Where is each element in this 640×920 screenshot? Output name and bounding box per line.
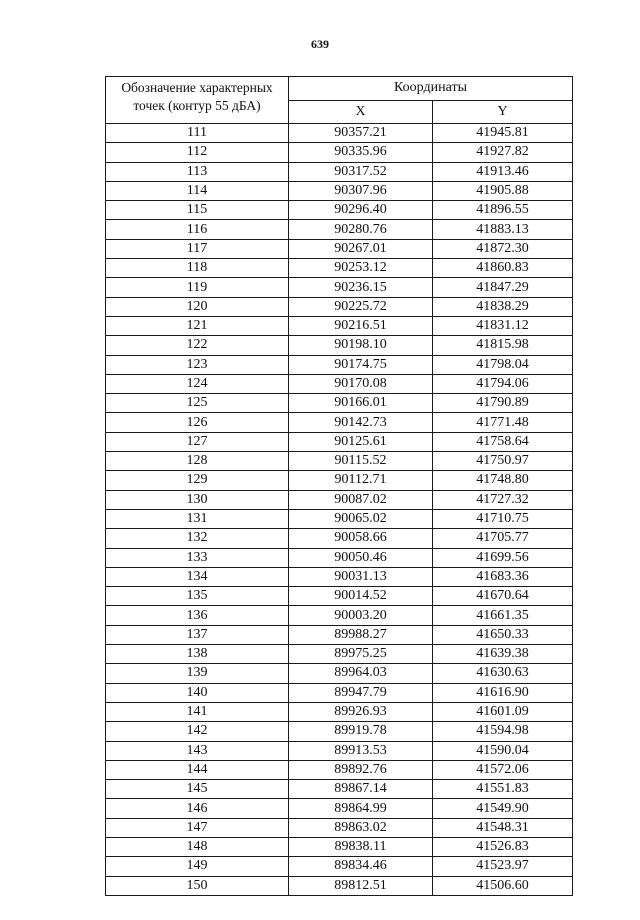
point-cell: 117 xyxy=(106,239,289,258)
y-coordinate-cell: 41815.98 xyxy=(433,336,573,355)
x-coordinate-cell: 90170.08 xyxy=(289,374,433,393)
x-coordinate-cell: 89988.27 xyxy=(289,625,433,644)
table-row xyxy=(106,606,573,625)
y-coordinate-cell: 41905.88 xyxy=(433,181,573,200)
page-number: 639 xyxy=(311,37,329,51)
table-row xyxy=(106,529,573,548)
x-coordinate-cell: 90166.01 xyxy=(289,394,433,413)
x-coordinate-cell: 90058.66 xyxy=(289,529,433,548)
table-row xyxy=(106,259,573,278)
x-coordinate-cell: 90317.52 xyxy=(289,162,433,181)
point-cell: 119 xyxy=(106,278,289,297)
point-cell: 150 xyxy=(106,876,289,895)
x-coordinate-cell: 89834.46 xyxy=(289,857,433,876)
table-row xyxy=(106,143,573,162)
point-cell: 120 xyxy=(106,297,289,316)
x-coordinate-cell: 90065.02 xyxy=(289,509,433,528)
point-cell: 140 xyxy=(106,683,289,702)
point-cell: 138 xyxy=(106,645,289,664)
x-coordinate-cell: 89812.51 xyxy=(289,876,433,895)
y-coordinate-cell: 41683.36 xyxy=(433,567,573,586)
point-cell: 124 xyxy=(106,374,289,393)
point-cell: 135 xyxy=(106,587,289,606)
x-coordinate-cell: 89926.93 xyxy=(289,702,433,721)
point-cell: 128 xyxy=(106,452,289,471)
x-coordinate-cell: 90125.61 xyxy=(289,432,433,451)
point-cell: 111 xyxy=(106,124,289,143)
table-row xyxy=(106,780,573,799)
table-row xyxy=(106,799,573,818)
point-cell: 125 xyxy=(106,394,289,413)
point-cell: 147 xyxy=(106,818,289,837)
table-row xyxy=(106,760,573,779)
x-coordinate-cell: 90253.12 xyxy=(289,259,433,278)
table-row xyxy=(106,509,573,528)
y-coordinate-cell: 41927.82 xyxy=(433,143,573,162)
table-row xyxy=(106,548,573,567)
x-coordinate-cell: 89919.78 xyxy=(289,722,433,741)
point-cell: 149 xyxy=(106,857,289,876)
x-coordinate-cell: 90335.96 xyxy=(289,143,433,162)
x-coordinate-cell: 89864.99 xyxy=(289,799,433,818)
x-coordinate-cell: 90115.52 xyxy=(289,452,433,471)
table-row xyxy=(106,278,573,297)
x-coordinate-cell: 90280.76 xyxy=(289,220,433,239)
table-row xyxy=(106,702,573,721)
table-row xyxy=(106,741,573,760)
table-row xyxy=(106,876,573,895)
x-coordinate-cell: 90003.20 xyxy=(289,606,433,625)
point-cell: 115 xyxy=(106,201,289,220)
table-row xyxy=(106,837,573,856)
x-coordinate-cell: 89913.53 xyxy=(289,741,433,760)
table-row xyxy=(106,722,573,741)
y-coordinate-cell: 41794.06 xyxy=(433,374,573,393)
point-cell: 137 xyxy=(106,625,289,644)
point-cell: 131 xyxy=(106,509,289,528)
y-coordinate-cell: 41896.55 xyxy=(433,201,573,220)
y-coordinate-cell: 41798.04 xyxy=(433,355,573,374)
y-coordinate-cell: 41601.09 xyxy=(433,702,573,721)
x-coordinate-cell: 90267.01 xyxy=(289,239,433,258)
point-cell: 112 xyxy=(106,143,289,162)
y-coordinate-cell: 41883.13 xyxy=(433,220,573,239)
point-cell: 118 xyxy=(106,259,289,278)
table-row xyxy=(106,297,573,316)
y-coordinate-cell: 41594.98 xyxy=(433,722,573,741)
point-cell: 141 xyxy=(106,702,289,721)
y-coordinate-cell: 41639.38 xyxy=(433,645,573,664)
x-coordinate-cell: 90357.21 xyxy=(289,124,433,143)
y-coordinate-cell: 41710.75 xyxy=(433,509,573,528)
table-row xyxy=(106,664,573,683)
x-coordinate-cell: 90031.13 xyxy=(289,567,433,586)
x-coordinate-cell: 89964.03 xyxy=(289,664,433,683)
table-row xyxy=(106,239,573,258)
y-coordinate-cell: 41860.83 xyxy=(433,259,573,278)
x-coordinate-cell: 90296.40 xyxy=(289,201,433,220)
table-row xyxy=(106,587,573,606)
y-coordinate-cell: 41750.97 xyxy=(433,452,573,471)
x-coordinate-cell: 90174.75 xyxy=(289,355,433,374)
x-coordinate-cell: 89947.79 xyxy=(289,683,433,702)
point-cell: 136 xyxy=(106,606,289,625)
y-coordinate-cell: 41945.81 xyxy=(433,124,573,143)
x-coordinate-cell: 89975.25 xyxy=(289,645,433,664)
point-cell: 126 xyxy=(106,413,289,432)
y-coordinate-cell: 41699.56 xyxy=(433,548,573,567)
point-cell: 123 xyxy=(106,355,289,374)
table-body xyxy=(106,124,573,896)
table-row xyxy=(106,490,573,509)
point-cell: 145 xyxy=(106,780,289,799)
y-coordinate-cell: 41748.80 xyxy=(433,471,573,490)
table-row xyxy=(106,316,573,335)
x-coordinate-cell: 89867.14 xyxy=(289,780,433,799)
point-cell: 132 xyxy=(106,529,289,548)
point-cell: 142 xyxy=(106,722,289,741)
x-coordinate-cell: 89892.76 xyxy=(289,760,433,779)
x-coordinate-cell: 90142.73 xyxy=(289,413,433,432)
point-cell: 143 xyxy=(106,741,289,760)
point-cell: 113 xyxy=(106,162,289,181)
y-coordinate-cell: 41572.06 xyxy=(433,760,573,779)
point-cell: 146 xyxy=(106,799,289,818)
point-cell: 130 xyxy=(106,490,289,509)
y-coordinate-cell: 41549.90 xyxy=(433,799,573,818)
point-cell: 121 xyxy=(106,316,289,335)
y-coordinate-cell: 41670.64 xyxy=(433,587,573,606)
table-row xyxy=(106,124,573,143)
y-coordinate-cell: 41758.64 xyxy=(433,432,573,451)
point-cell: 134 xyxy=(106,567,289,586)
y-coordinate-cell: 41590.04 xyxy=(433,741,573,760)
x-coordinate-cell: 90112.71 xyxy=(289,471,433,490)
y-coordinate-cell: 41838.29 xyxy=(433,297,573,316)
point-cell: 114 xyxy=(106,181,289,200)
point-designation-header: Обозначение характерных точек (контур 55 дБА) xyxy=(106,77,289,124)
x-coordinate-cell: 90307.96 xyxy=(289,181,433,200)
table-row xyxy=(106,162,573,181)
table-row xyxy=(106,857,573,876)
table-row xyxy=(106,818,573,837)
point-cell: 122 xyxy=(106,336,289,355)
y-coordinate-cell: 41650.33 xyxy=(433,625,573,644)
y-coordinate-cell: 41551.83 xyxy=(433,780,573,799)
table-row xyxy=(106,181,573,200)
y-coordinate-cell: 41913.46 xyxy=(433,162,573,181)
y-coordinate-cell: 41506.60 xyxy=(433,876,573,895)
y-coordinate-cell: 41872.30 xyxy=(433,239,573,258)
y-coordinate-cell: 41523.97 xyxy=(433,857,573,876)
coordinates-table xyxy=(105,76,573,896)
coordinates-header: Координаты xyxy=(289,77,573,101)
y-coordinate-cell: 41616.90 xyxy=(433,683,573,702)
y-column-header: Y xyxy=(433,100,573,124)
point-cell: 129 xyxy=(106,471,289,490)
table-row xyxy=(106,625,573,644)
y-coordinate-cell: 41771.48 xyxy=(433,413,573,432)
y-coordinate-cell: 41727.32 xyxy=(433,490,573,509)
y-coordinate-cell: 41847.29 xyxy=(433,278,573,297)
table-row xyxy=(106,452,573,471)
point-cell: 116 xyxy=(106,220,289,239)
table-header xyxy=(106,77,573,124)
y-coordinate-cell: 41831.12 xyxy=(433,316,573,335)
table-row xyxy=(106,432,573,451)
y-coordinate-cell: 41661.35 xyxy=(433,606,573,625)
y-coordinate-cell: 41790.89 xyxy=(433,394,573,413)
table-row xyxy=(106,201,573,220)
table-row xyxy=(106,394,573,413)
x-coordinate-cell: 90236.15 xyxy=(289,278,433,297)
y-coordinate-cell: 41630.63 xyxy=(433,664,573,683)
table-row xyxy=(106,413,573,432)
point-cell: 133 xyxy=(106,548,289,567)
table-row xyxy=(106,645,573,664)
x-coordinate-cell: 90050.46 xyxy=(289,548,433,567)
x-coordinate-cell: 90087.02 xyxy=(289,490,433,509)
point-cell: 127 xyxy=(106,432,289,451)
point-cell: 148 xyxy=(106,837,289,856)
x-coordinate-cell: 90014.52 xyxy=(289,587,433,606)
table-row xyxy=(106,683,573,702)
x-coordinate-cell: 90198.10 xyxy=(289,336,433,355)
x-coordinate-cell: 90216.51 xyxy=(289,316,433,335)
x-coordinate-cell: 90225.72 xyxy=(289,297,433,316)
y-coordinate-cell: 41548.31 xyxy=(433,818,573,837)
x-column-header: X xyxy=(289,100,433,124)
point-cell: 139 xyxy=(106,664,289,683)
table-row xyxy=(106,355,573,374)
y-coordinate-cell: 41705.77 xyxy=(433,529,573,548)
point-cell: 144 xyxy=(106,760,289,779)
table-row xyxy=(106,374,573,393)
x-coordinate-cell: 89863.02 xyxy=(289,818,433,837)
table-row xyxy=(106,220,573,239)
table-row xyxy=(106,567,573,586)
table-row xyxy=(106,336,573,355)
x-coordinate-cell: 89838.11 xyxy=(289,837,433,856)
y-coordinate-cell: 41526.83 xyxy=(433,837,573,856)
table-row xyxy=(106,471,573,490)
